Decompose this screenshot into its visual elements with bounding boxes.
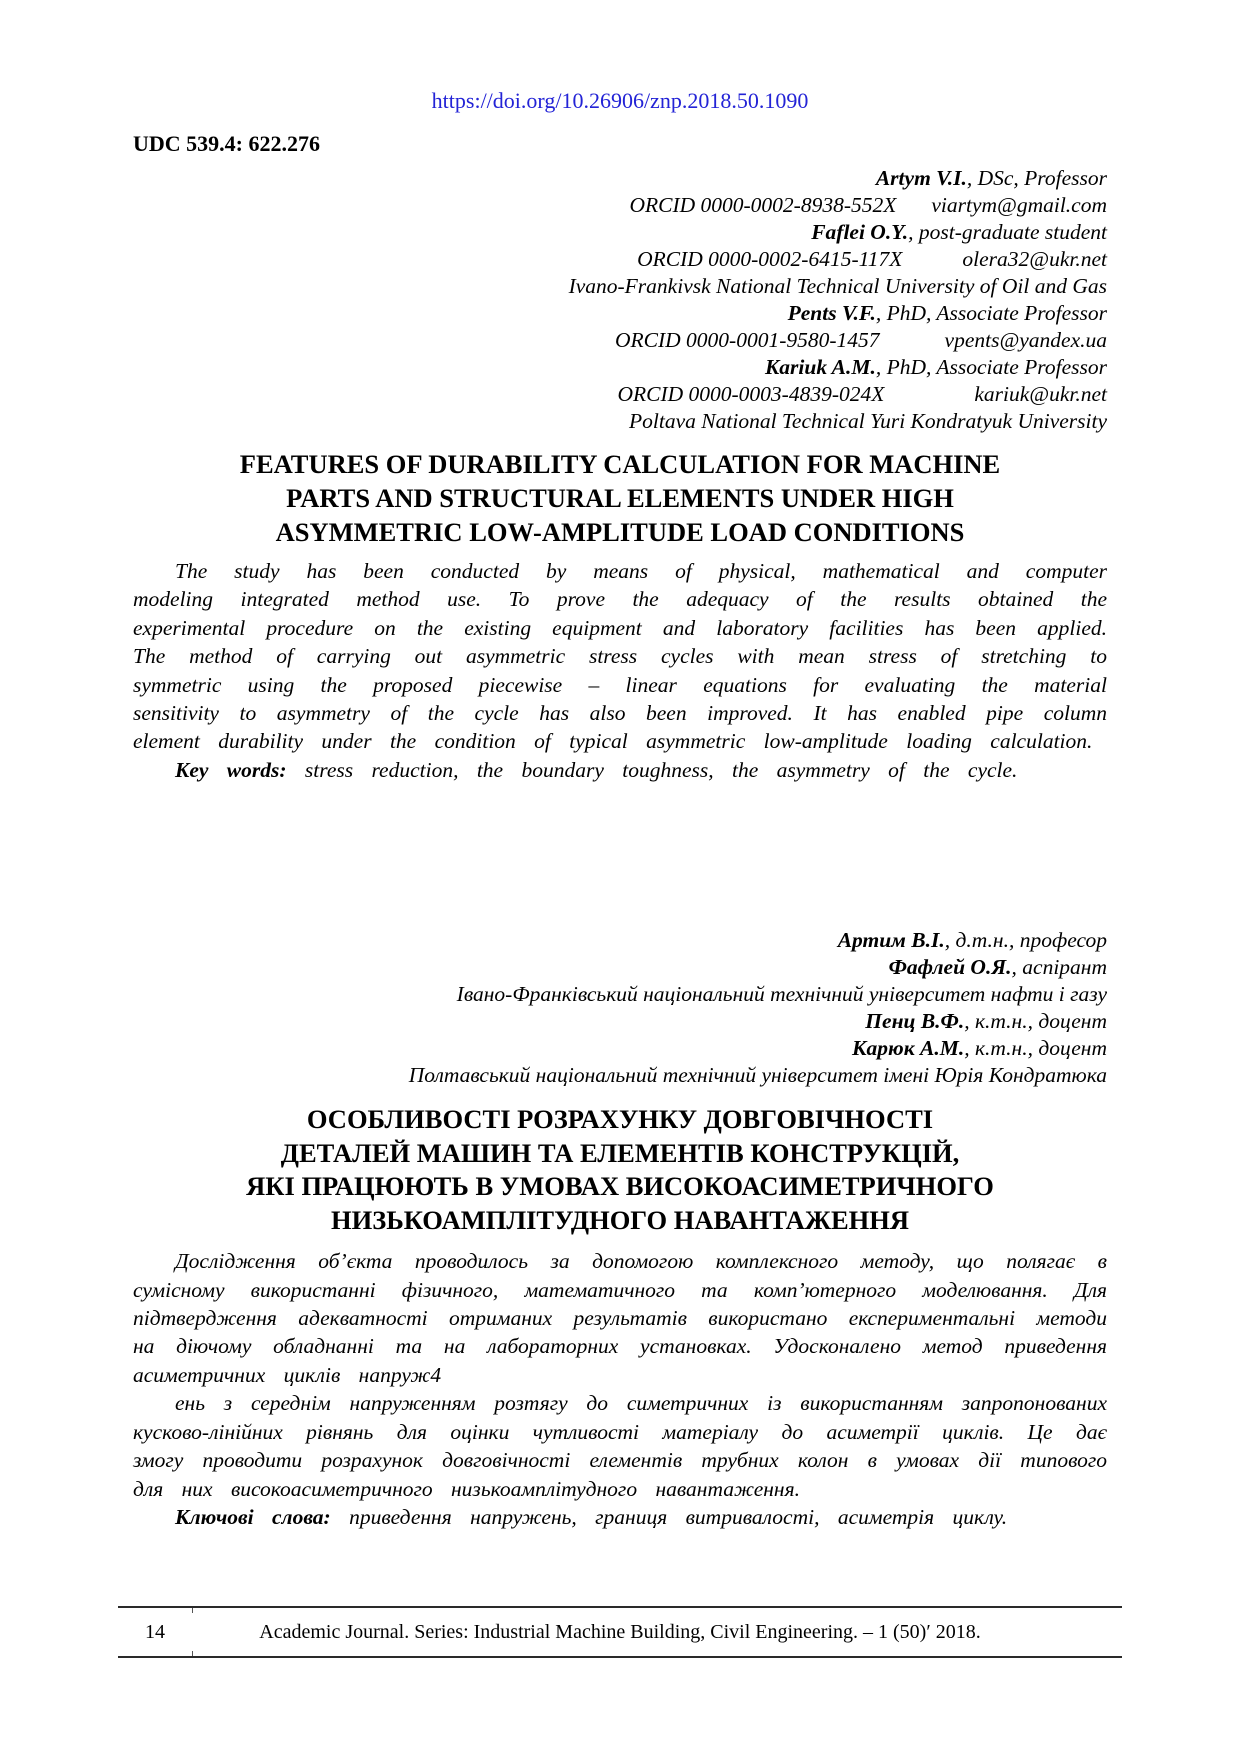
author-email: vpents@yandex.ua bbox=[944, 328, 1107, 352]
page-number: 14 bbox=[145, 1621, 165, 1643]
keywords-uk bbox=[133, 1503, 1107, 1531]
keywords-text: stress reduction, the boundary toughness, the asymmetry of the cycle. bbox=[286, 757, 1018, 782]
author-name: Фафлей О.Я. bbox=[888, 955, 1012, 980]
author-email: olera32@ukr.net bbox=[962, 247, 1107, 271]
author-name: Artym V.I. bbox=[875, 166, 967, 190]
author-block-uk bbox=[133, 927, 1107, 1089]
affiliation: Івано-Франківський національний технічний університет нафти і газу bbox=[456, 982, 1107, 1007]
orcid-id: ORCID 0000-0003-4839-024X bbox=[617, 382, 885, 406]
author-name: Faflei O.Y. bbox=[811, 220, 909, 244]
affiliation: Poltava National Technical Yuri Kondratyuk University bbox=[629, 409, 1107, 433]
abstract-paragraph: Дослідження об’єкта проводилось за допомогою комплексного методу, що полягає в сумісному використанні фізичного, математичного та комп’ютерного моделювання. Для підтвердження адекватності отриманих результатів використано експериментальні методи на діючому обладнанні та на лабораторних установках. Удосконалено метод приведення асиметричних циклів напруж4 bbox=[133, 1249, 1107, 1387]
author-email: kariuk@ukr.net bbox=[974, 382, 1107, 406]
author-line bbox=[133, 165, 1107, 192]
abstract-paragraph: The study has been conducted by means of physical, mathematical and computer modeling integrated method use. To prove the adequacy of the results obtained the experimental procedure on the existing equipment and laboratory facilities has been applied. The method of carrying out asymmetric stress cycles with mean stress of stretching to symmetric using the proposed piecewise – linear equations for evaluating the material sensitivity to asymmetry of the cycle has also been improved. It has enabled pipe column element durability under the condition of typical asymmetric low-amplitude loading calculation. bbox=[133, 559, 1107, 754]
title-line: PARTS AND STRUCTURAL ELEMENTS UNDER HIGH bbox=[286, 483, 954, 513]
author-degree: , аспірант bbox=[1011, 955, 1107, 980]
title-line: ДЕТАЛЕЙ МАШИН ТА ЕЛЕМЕНТІВ КОНСТРУКЦІЙ, bbox=[280, 1137, 960, 1168]
title-line: FEATURES OF DURABILITY CALCULATION FOR MACHINE bbox=[239, 449, 1001, 479]
author-name: Карюк А.М. bbox=[851, 1036, 965, 1061]
title-line: ASYMMETRIC LOW-AMPLITUDE LOAD CONDITIONS bbox=[275, 517, 965, 547]
author-degree: , д.т.н., професор bbox=[944, 928, 1107, 953]
author-degree: , post-graduate student bbox=[908, 220, 1107, 244]
orcid-id: ORCID 0000-0001-9580-1457 bbox=[614, 328, 880, 352]
keywords-label: Ключові слова: bbox=[175, 1504, 331, 1529]
title-line: ОСОБЛИВОСТІ РОЗРАХУНКУ ДОВГОВІЧНОСТІ bbox=[306, 1104, 934, 1135]
journal-title: Academic Journal. Series: Industrial Machine Building, Civil Engineering. – 1 (50)′ 2018. bbox=[259, 1621, 981, 1643]
abstract-en bbox=[133, 557, 1107, 784]
author-line bbox=[133, 1008, 1107, 1035]
affiliation: Полтавський національний технічний університет імені Юрія Кондратюка bbox=[408, 1063, 1107, 1088]
paper-title-en bbox=[133, 447, 1107, 549]
author-name: Kariuk A.M. bbox=[764, 355, 876, 379]
abstract-paragraph: ень з середнім напруженням розтягу до симетричних із використанням запропонованих кусково-лінійних рівнянь для оцінки чутливості матеріалу до асиметрії циклів. Це дає змогу проводити розрахунок довговічності елементів трубних колон в умовах дії типового для них високоасиметричного низькоамплітудного навантаження. bbox=[133, 1391, 1107, 1501]
abstract-uk bbox=[133, 1247, 1107, 1531]
author-degree: , к.т.н., доцент bbox=[964, 1009, 1107, 1034]
keywords-label: Key words: bbox=[175, 757, 287, 782]
keywords-text: приведення напружень, границя витривалості, асиметрія циклу. bbox=[330, 1504, 1008, 1529]
author-degree: , DSc, Professor bbox=[966, 166, 1107, 190]
udc-label: UDC 539.4: 622.276 bbox=[133, 131, 320, 156]
doi-line bbox=[133, 88, 1107, 114]
author-line bbox=[133, 927, 1107, 954]
title-line: ЯКІ ПРАЦЮЮТЬ В УМОВАХ ВИСОКОАСИМЕТРИЧНОГО bbox=[246, 1171, 994, 1202]
title-line: НИЗЬКОАМПЛІТУДНОГО НАВАНТАЖЕННЯ bbox=[331, 1204, 909, 1235]
author-line bbox=[133, 954, 1107, 981]
author-line bbox=[133, 300, 1107, 327]
author-line bbox=[133, 219, 1107, 246]
author-line bbox=[133, 1035, 1107, 1062]
author-name: Пенц В.Ф. bbox=[865, 1009, 965, 1034]
author-degree: , PhD, Associate Professor bbox=[875, 301, 1107, 325]
orcid-line bbox=[133, 192, 1107, 219]
author-degree: , PhD, Associate Professor bbox=[875, 355, 1107, 379]
author-email: viartym@gmail.com bbox=[931, 193, 1107, 217]
doi-link[interactable]: https://doi.org/10.26906/znp.2018.50.1090 bbox=[431, 88, 809, 113]
author-name: Артим В.І. bbox=[837, 928, 945, 953]
author-line bbox=[133, 354, 1107, 381]
orcid-line bbox=[133, 327, 1107, 354]
author-degree: , к.т.н., доцент bbox=[964, 1036, 1107, 1061]
author-name: Pents V.F. bbox=[787, 301, 876, 325]
page-footer bbox=[118, 1606, 1122, 1658]
paper-title-uk bbox=[133, 1103, 1107, 1237]
affiliation: Ivano-Frankivsk National Technical University of Oil and Gas bbox=[568, 274, 1107, 298]
orcid-line bbox=[133, 246, 1107, 273]
orcid-line bbox=[133, 381, 1107, 408]
orcid-id: ORCID 0000-0002-6415-117X bbox=[637, 247, 903, 271]
author-block-en bbox=[133, 165, 1107, 435]
orcid-id: ORCID 0000-0002-8938-552X bbox=[629, 193, 897, 217]
keywords-en bbox=[133, 756, 1107, 784]
